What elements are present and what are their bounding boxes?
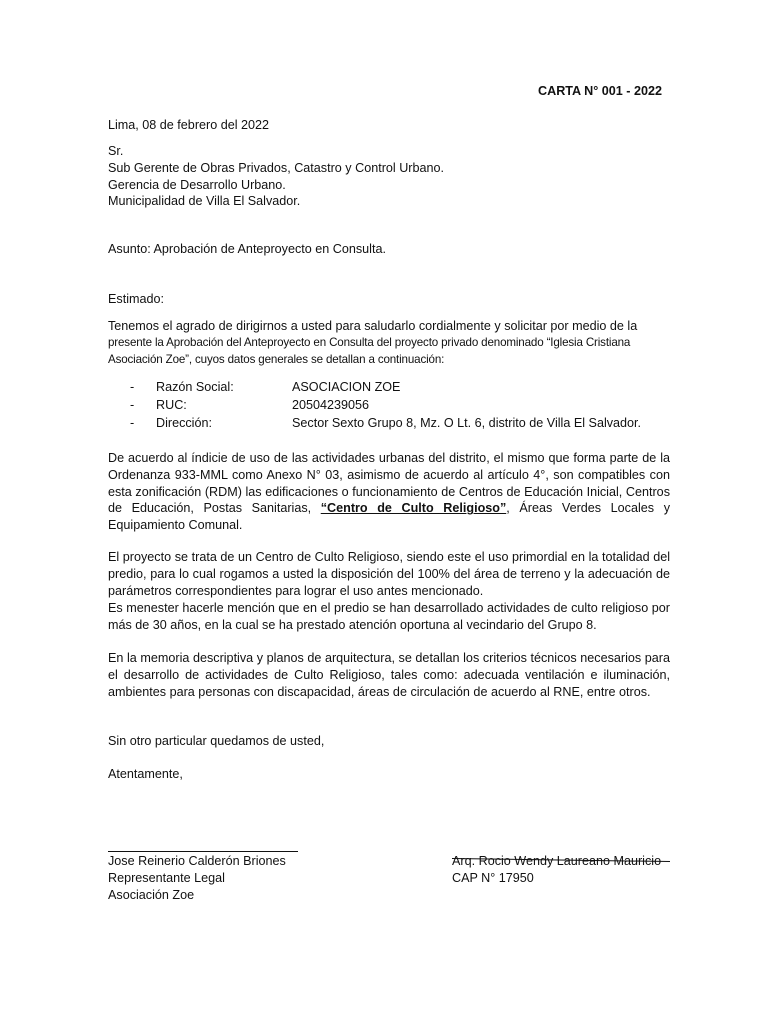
farewell-line: Atentamente, [108, 767, 183, 781]
signer-role: Representante Legal [108, 870, 225, 885]
zoning-text-end: , Áreas Verdes Locales y Equipamiento Comunal. [108, 501, 670, 533]
letter-number: CARTA N° 001 - 2022 [538, 84, 663, 98]
list-bullet: - [130, 380, 135, 394]
date-line: Lima, 08 de febrero del 2022 [108, 118, 270, 132]
history-paragraph: Es menester hacerle mención que en el predio se han desarrollado actividades de culto religioso por más de 30 años, en la cual se ha prestado atención oportuna al vecindario del Grupo 8. [108, 601, 670, 632]
left-signature-line [108, 851, 298, 852]
list-item [130, 415, 690, 432]
technical-paragraph: En la memoria descriptiva y planos de arquitectura, se detallan los criterios técnicos necesarios para el desarrollo de actividades de Culto Religioso, tales como: adecuada ventilación e iluminación, ambientes para personas con discapacidad, áreas de circulación de acuerdo al RNE, entre otros. [108, 651, 670, 699]
closing-line: Sin otro particular quedamos de usted, [108, 734, 325, 748]
recipient-salutation: Sr. [108, 144, 124, 158]
left-signature-block [108, 853, 286, 903]
list-value: Sector Sexto Grupo 8, Mz. O Lt. 6, distrito de Villa El Salvador. [292, 416, 642, 430]
signer-organization: Asociación Zoe [108, 887, 195, 902]
recipient-block [108, 143, 444, 210]
intro-paragraph [108, 318, 670, 368]
list-label: Dirección: [156, 416, 212, 430]
recipient-line-3: Municipalidad de Villa El Salvador. [108, 194, 301, 209]
recipient-line-2: Gerencia de Desarrollo Urbano. [108, 177, 286, 192]
greeting: Estimado: [108, 292, 164, 306]
recipient-line-1: Sub Gerente de Obras Privados, Catastro y Control Urbano. [108, 160, 444, 175]
intro-line-1: Tenemos el agrado de dirigirnos a usted para saludarlo cordialmente y solicitar por medio de la [108, 319, 638, 333]
list-item [130, 397, 690, 414]
list-value: 20504239056 [292, 398, 370, 412]
zoning-emphasis: “Centro de Culto Religioso” [320, 501, 507, 516]
intro-line-3: Asociación Zoe”, cuyos datos generales se detallan a continuación: [108, 352, 445, 366]
intro-line-2: presente la Aprobación del Anteproyecto en Consulta del proyecto privado denominado “Iglesia Cristiana [108, 335, 631, 349]
list-bullet: - [130, 398, 135, 412]
architect-cap: CAP N° 17950 [452, 870, 534, 885]
subject-line: Asunto: Aprobación de Anteproyecto en Consulta. [108, 242, 386, 256]
project-paragraph: El proyecto se trata de un Centro de Culto Religioso, siendo este el uso primordial en la totalidad del predio, para lo cual rogamos a usted la disposición del 100% del área de terreno y la adecuación de parámetros correspondientes para lograr el uso antes mencionado. [108, 550, 670, 598]
list-value: ASOCIACION ZOE [292, 380, 401, 394]
list-bullet: - [130, 416, 135, 430]
list-label: Razón Social: [156, 380, 234, 394]
list-item [130, 379, 690, 396]
signer-name: Jose Reinerio Calderón Briones [108, 854, 286, 868]
zoning-paragraph [108, 450, 670, 534]
right-signature-block [452, 853, 661, 887]
zoning-text-start: De acuerdo al índicie de uso de las actividades urbanas del distrito, el mismo que forma parte de la Ordenanza 933-MML como Anexo N° 03, asimismo de acuerdo al artículo 4°, son compatibles con esta zonificación (RDM) las edificaciones o funcionamiento de Centros de Educación Inicial, Centros de Educación, Postas Sanitarias, [108, 451, 670, 516]
architect-name: Arq. Rocio Wendy Laureano Mauricio [452, 854, 662, 868]
list-label: RUC: [156, 398, 187, 412]
